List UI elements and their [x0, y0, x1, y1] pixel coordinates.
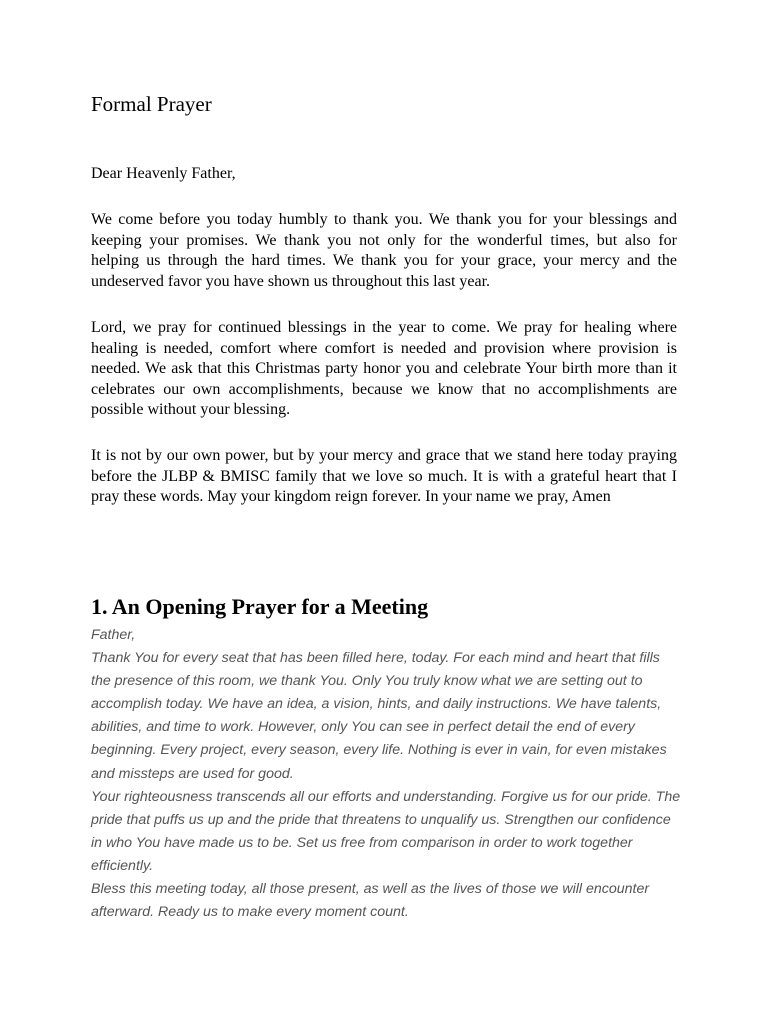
meeting-prayer-body	[91, 624, 681, 924]
prayer-salutation: Dear Heavenly Father,	[91, 165, 236, 182]
meeting-prayer-paragraph: Bless this meeting today, all those present, as well as the lives of those we will encounter afterward. Ready us to make every moment count.	[91, 881, 650, 921]
meeting-prayer-paragraph: Thank You for every seat that has been filled here, today. For each mind and heart that fills the presence of this room, we thank You. Only You truly know what we are setting out to accomplish today. We have an idea, a vision, hints, and daily instructions. We have talents, abilities, and time to work. However, only You can see in perfect detail the end of every beginning. Every project, every season, every life. Nothing is ever in vain, for even mistakes and missteps are used for good.	[91, 650, 667, 782]
prayer-paragraph-closing: It is not by our own power, but by your mercy and grace that we stand here today praying before the JLBP & BMISC family that we love so much. It is with a grateful heart that I pray these words. May your kingdom reign forever. In your name we pray, Amen	[91, 447, 677, 505]
meeting-prayer-paragraph: Your righteousness transcends all our efforts and understanding. Forgive us for our pride. The pride that puffs us up and the pride that threatens to unqualify us. Strengthen our confidence in who You have made us to be. Set us free from comparison in order to work together efficiently.	[91, 788, 681, 874]
meeting-prayer-salutation: Father,	[91, 627, 136, 643]
prayer-paragraph-blessings: Lord, we pray for continued blessings in the year to come. We pray for healing where healing is needed, comfort where comfort is needed and provision where provision is needed. We ask that this Christmas party honor you and celebrate Your birth more than it celebrates our own accomplishments, because we know that no accomplishments are possible without your blessing.	[91, 319, 677, 418]
prayer-paragraph-thanks: We come before you today humbly to thank you. We thank you for your blessings and keeping your promises. We thank you not only for the wonderful times, but also for helping us through the hard times. We thank you for your grace, your mercy and the undeserved favor you have shown us throughout this last year.	[91, 211, 677, 290]
page-title: Formal Prayer	[91, 92, 212, 116]
section-heading: 1. An Opening Prayer for a Meeting	[91, 594, 429, 619]
